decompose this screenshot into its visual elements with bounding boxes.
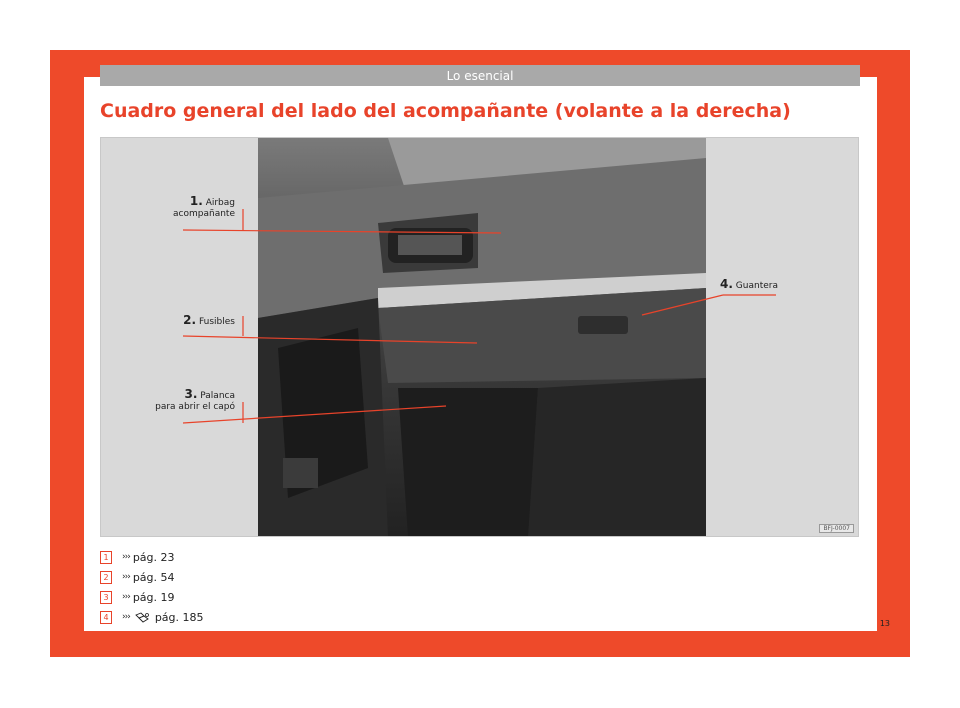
reference-item: 1 ››› pág. 23	[100, 547, 204, 567]
reference-badge: 2	[100, 571, 112, 584]
section-header-label: Lo esencial	[446, 68, 514, 83]
callout-airbag: 1. Airbag acompañante	[173, 194, 235, 219]
book-icon	[135, 612, 151, 623]
callout-palanca: 3. Palanca para abrir el capó	[155, 387, 235, 412]
reference-list	[100, 547, 204, 627]
page-reference-link[interactable]: pág. 23	[132, 550, 175, 564]
page-reference-link[interactable]: pág. 185	[154, 610, 204, 624]
reference-item: 4 ››› pág. 185	[100, 607, 204, 627]
callout-fusibles: 2. Fusibles	[183, 313, 235, 327]
reference-badge: 4	[100, 611, 112, 624]
page-number: 13	[879, 619, 890, 628]
reference-item: 3 ››› pág. 19	[100, 587, 204, 607]
reference-badge: 1	[100, 551, 112, 564]
figure-code: BFJ-0007	[819, 524, 854, 533]
page-reference-link[interactable]: pág. 19	[132, 590, 175, 604]
page-title: Cuadro general del lado del acompañante (volante a la derecha)	[100, 100, 791, 122]
section-header	[100, 65, 860, 86]
callout-guantera: 4. Guantera	[720, 277, 778, 291]
page-reference-link[interactable]: pág. 54	[132, 570, 175, 584]
reference-badge: 3	[100, 591, 112, 604]
dashboard-figure	[100, 137, 859, 537]
reference-item: 2 ››› pág. 54	[100, 567, 204, 587]
